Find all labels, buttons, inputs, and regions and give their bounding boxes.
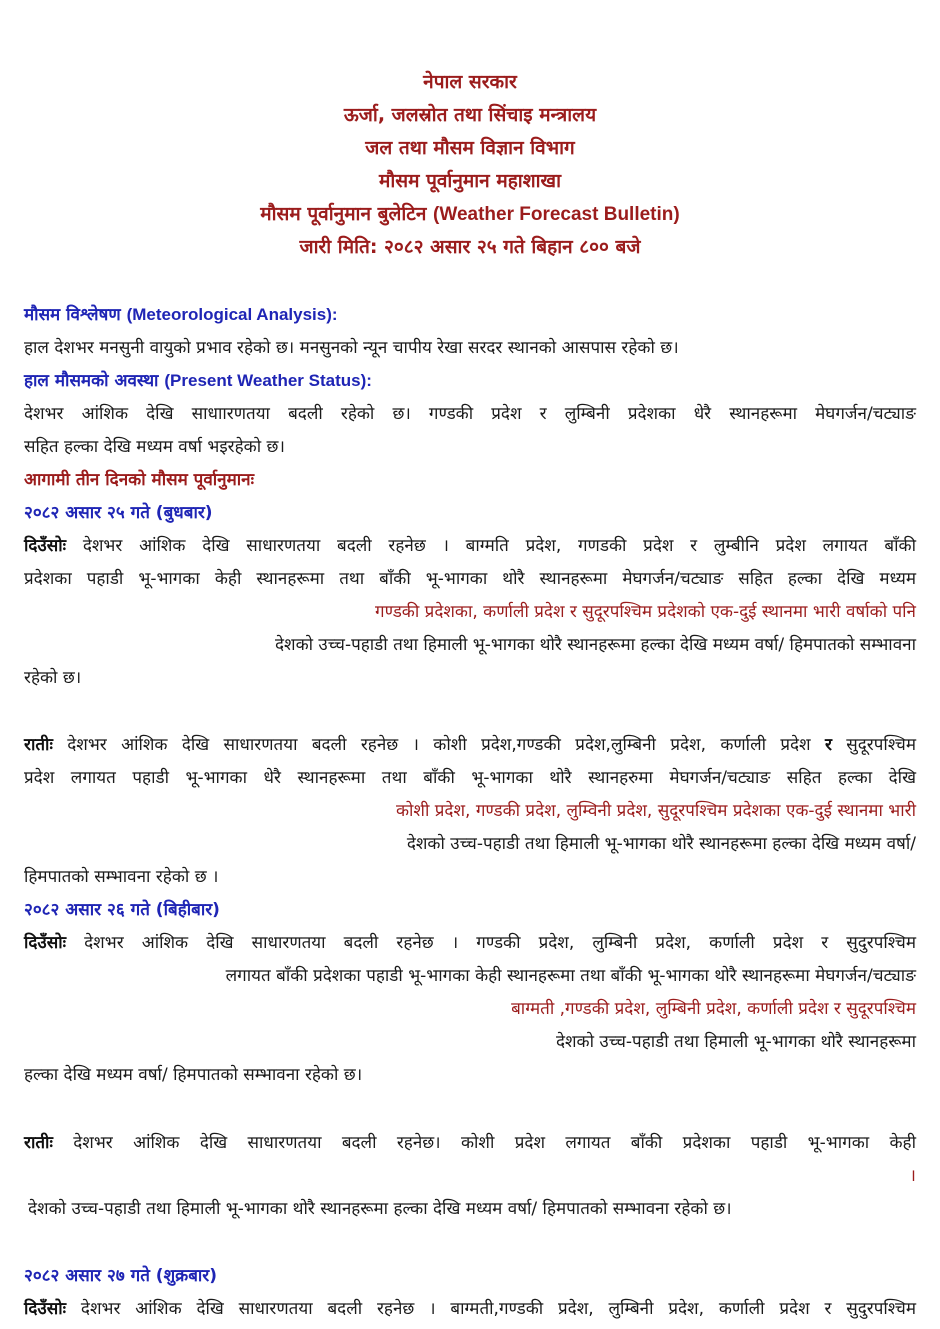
day2-day-line1 <box>24 931 916 955</box>
day1-day-line1 <box>24 534 916 558</box>
analysis-heading-en: (Meteorological Analysis): <box>126 305 338 324</box>
present-heading <box>24 369 372 393</box>
day1-night-line3: कोशी प्रदेश, गण्डकी प्रदेश, लुम्विनी प्रदेश, सुदूरपश्चिम प्रदेशका एक-दुई स्थानमा भारी <box>395 801 916 821</box>
issue-date: जारी मिति: २०८२ असार २५ गते बिहान ८०० बजे <box>299 236 641 258</box>
present-heading-np: हाल मौसमको अवस्था <box>24 371 165 391</box>
day1-day-text: देशभर आंशिक देखि साधारणतया बदली रहनेछ । बाग्मति प्रदेश, गणडकी प्रदेश र लुम्बीनि प्रदेश लगायत बाँकी <box>66 536 916 556</box>
bulletin-title-en: (Weather Forecast Bulletin) <box>433 204 680 225</box>
day2-day-label: दिउँसोः <box>24 933 67 953</box>
present-text-line2: सहित हल्का देखि मध्यम वर्षा भइरहेको छ। <box>24 437 285 457</box>
day3-date: २०८२ असार २७ गते (शुक्रबार) <box>24 1266 218 1286</box>
day2-day-line5: हल्का देखि मध्यम वर्षा/ हिमपातको सम्भावना रहेको छ। <box>24 1065 363 1085</box>
present-heading-en: (Present Weather Status): <box>164 371 372 390</box>
day2-date: २०८२ असार २६ गते (बिहीबार) <box>24 900 220 920</box>
forecast-heading: आगामी तीन दिनको मौसम पूर्वानुमानः <box>24 470 255 490</box>
day2-night-line1 <box>24 1131 916 1155</box>
department-title: जल तथा मौसम विज्ञान विभाग <box>365 137 575 159</box>
day1-night-text-b: र <box>824 735 832 755</box>
analysis-heading <box>24 303 338 327</box>
day1-night-text-a: देशभर आंशिक देखि साधारणतया बदली रहनेछ । कोशी प्रदेश,गण्डकी प्रदेश,लुम्बिनी प्रदेश, कर्णाली प्रदेश <box>52 735 825 755</box>
day2-night-line3: देशको उच्च-पहाडी तथा हिमाली भू-भागका थोरै स्थानहरूमा हल्का देखि मध्यम वर्षा/ हिमपातको सम्भावना रहेको छ। <box>28 1199 732 1219</box>
analysis-text: हाल देशभर मनसुनी वायुको प्रभाव रहेको छ। मनसुनको न्यून चापीय रेखा सरदर स्थानको आसपास रहेको छ। <box>24 338 679 358</box>
day2-night-text: देशभर आंशिक देखि साधारणतया बदली रहनेछ। कोशी प्रदेश लगायत बाँकी प्रदेशका पहाडी भू-भागका केही <box>52 1133 916 1153</box>
analysis-heading-np: मौसम विश्लेषण <box>24 305 127 325</box>
day2-day-text: देशभर आंशिक देखि साधारणतया बदली रहनेछ । गण्डकी प्रदेश, लुम्बिनी प्रदेश, कर्णाली प्रदेश र सुदुरपश्चिम <box>66 933 916 953</box>
day1-day-line3: गण्डकी प्रदेशका, कर्णाली प्रदेश र सुदूरपश्चिम प्रदेशको एक-दुई स्थानमा भारी वर्षाको पनि <box>375 602 916 622</box>
day2-night-line2: । <box>909 1166 916 1186</box>
day1-day-line5: रहेको छ। <box>24 668 82 688</box>
day3-day-label: दिउँसोः <box>24 1299 67 1319</box>
govt-title: नेपाल सरकार <box>423 71 517 93</box>
day1-night-line2: प्रदेश लगायत पहाडी भू-भागका धेरै स्थानहरूमा तथा बाँकी भू-भागका थोरै स्थानहरुमा मेघगर्जन/चट्याङ सहित हल्का देखि <box>24 768 916 788</box>
day1-day-line4: देशको उच्च-पहाडी तथा हिमाली भू-भागका थोरै स्थानहरूमा हल्का देखि मध्यम वर्षा/ हिमपातको सम्भावना <box>274 635 916 655</box>
day1-night-line5: हिमपातको सम्भावना रहेको छ । <box>24 867 219 887</box>
day1-day-line2: प्रदेशका पहाडी भू-भागका केही स्थानहरूमा तथा बाँकी भू-भागका थोरै स्थानहरूमा मेघगर्जन/चट्याङ सहित हल्का देखि मध्यम <box>24 569 916 589</box>
day1-date: २०८२ असार २५ गते (बुधबार) <box>24 503 213 523</box>
day2-night-label: रातीः <box>24 1133 53 1153</box>
ministry-title: ऊर्जा, जलस्रोत तथा सिंचाइ मन्त्रालय <box>343 104 597 126</box>
day1-night-line1 <box>24 733 916 757</box>
day1-day-label: दिउँसोः <box>24 536 67 556</box>
bulletin-title-np: मौसम पूर्वानुमान बुलेटिन <box>260 203 434 225</box>
day3-day-text: देशभर आंशिक देखि साधारणतया बदली रहनेछ । बाग्मती,गण्डकी प्रदेश, लुम्बिनी प्रदेश, कर्णाली प्रदेश र सुदुरपश्चिम <box>66 1299 916 1319</box>
bulletin-title <box>0 198 940 231</box>
day1-night-label: रातीः <box>24 735 53 755</box>
day3-day-line1 <box>24 1297 916 1321</box>
day2-day-line2: लगायत बाँकी प्रदेशका पहाडी भू-भागका केही स्थानहरूमा तथा बाँकी भू-भागका थोरै स्थानहरूमा मेघगर्जन/चट्याङ <box>225 966 916 986</box>
division-title: मौसम पूर्वानुमान महाशाखा <box>378 170 562 192</box>
day1-night-text-c: सुदूरपश्चिम <box>831 735 917 755</box>
present-text-line1: देशभर आंशिक देखि साधाारणतया बदली रहेको छ। गण्डकी प्रदेश र लुम्बिनी प्रदेशका धेरै स्थानहरूमा मेघगर्जन/चट्याङ <box>24 404 916 424</box>
bulletin-header <box>0 66 940 264</box>
day1-night-line4: देशको उच्च-पहाडी तथा हिमाली भू-भागका थोरै स्थानहरूमा हल्का देखि मध्यम वर्षा/ <box>406 834 916 854</box>
day2-day-line3: बाग्मती ,गण्डकी प्रदेश, लुम्बिनी प्रदेश, कर्णाली प्रदेश र सुदूरपश्चिम <box>511 999 916 1019</box>
day2-day-line4: देशको उच्च-पहाडी तथा हिमाली भू-भागका थोरै स्थानहरूमा <box>555 1032 916 1052</box>
